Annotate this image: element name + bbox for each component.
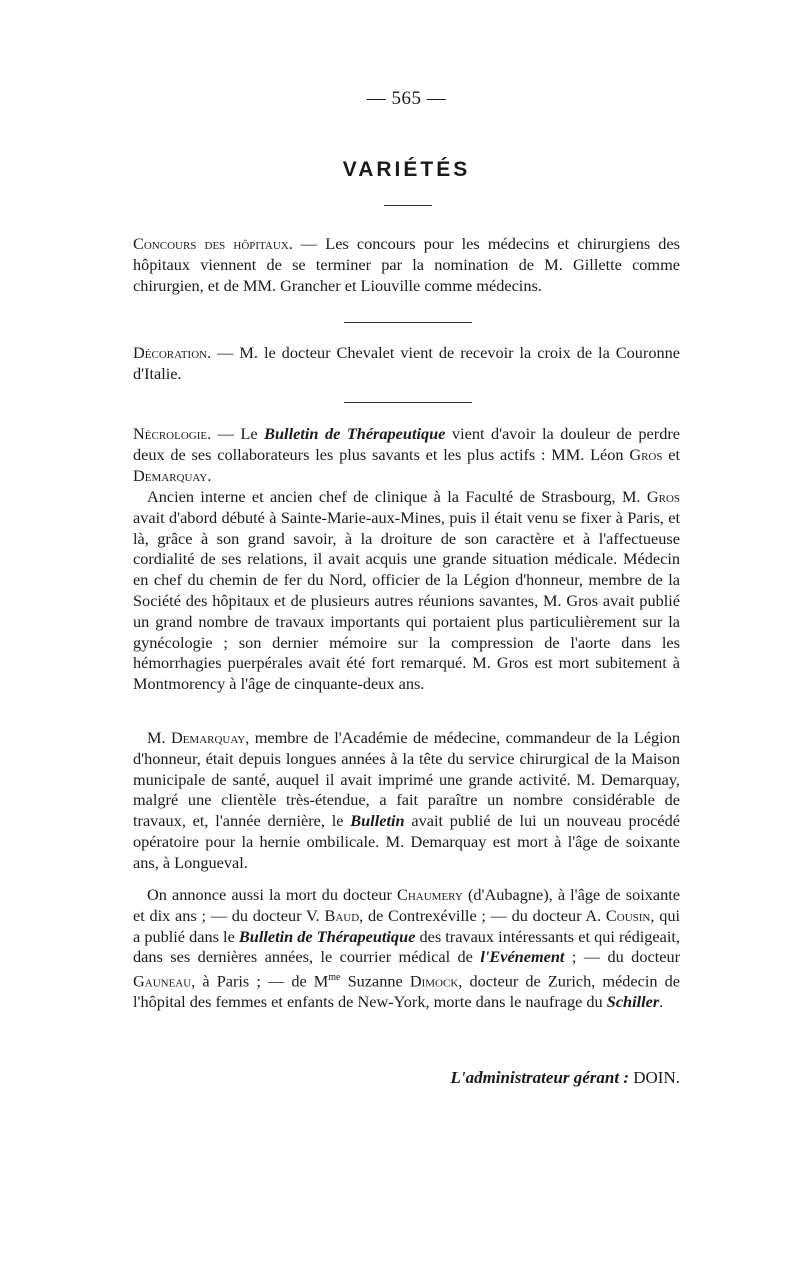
gros-paragraph	[133, 487, 680, 695]
annonce-paragraph	[133, 885, 680, 1013]
necrologie-text: vient d'avoir la douleur de perdre deux de ses collaborateurs les plus savants et les plus actifs : MM. Léon	[133, 424, 680, 464]
person-name: Demarquay	[170, 728, 246, 747]
paragraph-text: Suzanne	[340, 971, 410, 991]
paragraph-text: , membre de l'Académie de médecine, commandeur de la Légion d'honneur, était depuis longues années à la tête du service chirurgical de la Maison municipale de santé, auquel il avait imprimé une grande activité. M. Demarquay, malgré une clientèle très-étendue, a fait paraître un nombre considérable de travaux, et, l'année dernière, le	[133, 728, 680, 831]
journal-title: Bulletin de Thérapeutique	[238, 926, 416, 946]
decoration-text: — M. le docteur Chevalet vient de recevoir la croix de la Couronne d'Italie.	[133, 343, 680, 383]
person-name: Demarquay	[133, 465, 208, 485]
necrologie-heading: Nécrologie.	[133, 424, 212, 443]
paragraph-text: M.	[147, 728, 171, 747]
ship-name: Schiller	[606, 992, 660, 1012]
paragraph-text: , docteur de Zurich, médecin de l'hôpital des femmes et enfants de New-York, morte dans le naufrage du	[133, 971, 681, 1012]
paragraph-text: avait d'abord débuté à Sainte-Marie-aux-Mines, puis il était venu se fixer à Paris, et là, grâce à son grand savoir, à la droiture de son caractère et à l'affectueuse cordialité de ses relations, il avait acquis une grande situation médicale. Médecin en chef du chemin de fer du Nord, officier de la Légion d'honneur, membre de la Société des hôpitaux et de plusieurs autres réunions savantes, M. Gros avait publié un grand nombre de travaux importants qui portaient plus particulièrement sur la gynécologie ; son dernier mémoire sur la compression de l'aorte dans les hémorrhagies puerpérales avait été fort remarqué. M. Gros est mort subitement à Montmorency à l'âge de cinquante-deux ans.	[133, 507, 680, 694]
signature	[450, 1068, 680, 1088]
necrologie-text: et	[662, 444, 680, 464]
person-name: Chaumery	[396, 885, 463, 904]
person-name: Gros	[629, 444, 663, 464]
signature-name: DOIN.	[629, 1068, 680, 1087]
decoration-heading: Décoration.	[133, 343, 212, 362]
paragraph-text: On annonce aussi la mort du docteur	[147, 885, 397, 904]
person-name: Dimock	[409, 971, 459, 991]
journal-title: Bulletin	[350, 811, 405, 831]
title-rule	[384, 205, 432, 206]
concours-text: — Les concours pour les médecins et chirurgiens des hôpitaux viennent de se terminer par la nomination de M. Gillette comme chirurgien, et de MM. Grancher et Liouville comme médecins.	[133, 234, 680, 295]
separator-rule-2	[344, 402, 472, 403]
paragraph-text: Ancien interne et ancien chef de clinique à la Faculté de Strasbourg, M.	[147, 487, 647, 506]
necrologie-text: — Le	[211, 424, 265, 443]
page-number: — 565 —	[366, 88, 447, 109]
concours-paragraph	[133, 234, 680, 296]
separator-rule-1	[344, 322, 472, 323]
necrologie-paragraph	[133, 424, 680, 486]
paragraph-text: , qui a publié dans le	[133, 905, 680, 946]
paragraph-text: des travaux intéressants et qui rédigeait, dans ses dernières années, le courrier médical de	[133, 926, 680, 967]
person-name: Cousin	[605, 905, 651, 925]
decoration-paragraph	[133, 343, 680, 385]
paragraph-text: , de Contrexéville ; — du docteur A.	[359, 905, 606, 925]
journal-title: l'Evénement	[480, 947, 565, 967]
person-name: Gauneau	[133, 971, 192, 991]
demarquay-paragraph	[133, 728, 680, 874]
paragraph-text: .	[659, 992, 664, 1012]
person-name: Gros	[646, 487, 680, 506]
concours-heading: Concours des hôpitaux.	[133, 234, 293, 253]
section-title: VARIÉTÉS	[342, 158, 471, 181]
superscript: me	[328, 972, 341, 984]
paragraph-text: (d'Aubagne), à l'âge de soixante et dix ans ; — du docteur V.	[133, 885, 681, 925]
paragraph-text: , à Paris ; — de M	[191, 971, 329, 991]
journal-title: Bulletin de Thérapeutique	[264, 424, 446, 443]
paragraph-text: avait publié de lui un nouveau procédé opératoire pour la hernie ombilicale. M. Demarquay est mort à l'âge de soixante ans, à Longueval.	[133, 811, 680, 872]
person-name: Baud	[324, 905, 360, 925]
paragraph-text: ; — du docteur	[564, 947, 681, 967]
signature-label: L'administrateur gérant :	[450, 1068, 629, 1087]
necrologie-text: .	[207, 465, 212, 485]
